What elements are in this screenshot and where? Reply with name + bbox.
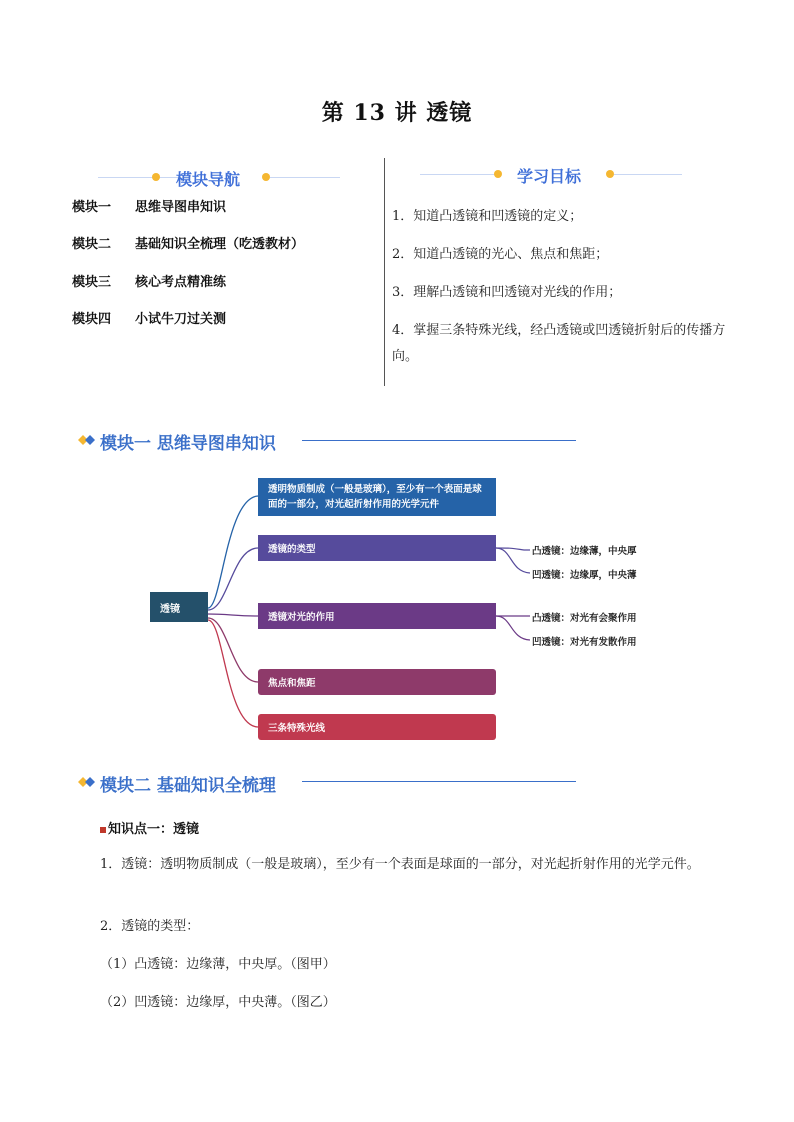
- connector-rays: [208, 620, 258, 727]
- section1-title: 模块一 思维导图串知识: [100, 434, 276, 454]
- nav-item-name: 小试牛刀过关测: [135, 312, 227, 327]
- goals-header-dot-left: [494, 170, 502, 178]
- connector-types: [208, 548, 258, 610]
- page-title: 第 13 讲 透镜: [321, 100, 473, 126]
- column-divider: [384, 158, 385, 386]
- nav-header-line-left: [98, 177, 178, 178]
- connector-concave-effect: [496, 616, 530, 640]
- nav-header-line-right: [270, 177, 340, 178]
- nav-item-1[interactable]: [72, 196, 227, 215]
- mindmap-leaf-concave-effect: 凹透镜：对光有发散作用: [532, 637, 637, 648]
- nav-item-num: 模块四: [72, 312, 112, 327]
- nav-item-3[interactable]: [72, 271, 227, 290]
- goal-item-2: 2．知道凸透镜的光心、焦点和焦距；: [392, 247, 609, 262]
- nav-item-name: 核心考点精准练: [135, 275, 227, 290]
- nav-item-4[interactable]: [72, 308, 227, 327]
- goals-header: 学习目标: [517, 167, 582, 186]
- goals-header-dot-right: [606, 170, 614, 178]
- mindmap-leaf-convex-type: 凸透镜：边缘薄，中央厚: [532, 546, 637, 557]
- goal-item-1: 1．知道凸透镜和凹透镜的定义；: [392, 209, 583, 224]
- paragraph-convex: （1）凸透镜：边缘薄，中央厚。（图甲）: [100, 957, 336, 972]
- nav-item-2[interactable]: [72, 233, 305, 252]
- square-bullet-icon: [100, 827, 106, 833]
- mindmap-root: 透镜: [150, 592, 208, 622]
- nav-header-dot-right: [262, 173, 270, 181]
- nav-item-num: 模块一: [72, 200, 112, 215]
- mindmap-branch-effect: 透镜对光的作用: [258, 603, 496, 629]
- mindmap-branch-focus: 焦点和焦距: [258, 669, 496, 695]
- nav-header-dot-left: [152, 173, 160, 181]
- connector-effect: [208, 614, 258, 616]
- goals-header-line-right: [614, 174, 682, 175]
- goal-item-3: 3．理解凸透镜和凹透镜对光线的作用；: [392, 285, 622, 300]
- nav-item-num: 模块三: [72, 275, 112, 290]
- mindmap-branch-types: 透镜的类型: [258, 535, 496, 561]
- mindmap-branch-definition: 透明物质制成（一般是玻璃），至少有一个表面是球面的一部分，对光起折射作用的光学元件: [258, 478, 496, 516]
- goals-header-line-left: [420, 174, 498, 175]
- diamond-icon: [78, 433, 96, 447]
- nav-item-name: 思维导图串知识: [135, 200, 227, 215]
- paragraph-types: 2．透镜的类型：: [100, 919, 200, 934]
- paragraph-concave: （2）凹透镜：边缘厚，中央薄。（图乙）: [100, 995, 336, 1010]
- nav-header: 模块导航: [176, 170, 241, 189]
- connector-concave-type: [496, 548, 530, 573]
- nav-item-name: 基础知识全梳理（吃透教材）: [135, 237, 305, 252]
- nav-item-num: 模块二: [72, 237, 112, 252]
- mindmap-leaf-convex-effect: 凸透镜：对光有会聚作用: [532, 613, 637, 624]
- goal-item-4: 4．掌握三条特殊光线，经凸透镜或凹透镜折射后的传播方向。: [392, 323, 726, 364]
- knowledge-point-title: [100, 818, 199, 837]
- mindmap-branch-rays: 三条特殊光线: [258, 714, 496, 740]
- section1-rule: [302, 440, 576, 441]
- knowledge-point-label: 知识点一：透镜: [108, 822, 200, 837]
- mindmap-leaf-concave-type: 凹透镜：边缘厚，中央薄: [532, 570, 637, 581]
- section2-rule: [302, 781, 576, 782]
- paragraph-definition: 1．透镜：透明物质制成（一般是玻璃），至少有一个表面是球面的一部分，对光起折射作用的光学元件。: [100, 857, 700, 872]
- diamond-icon: [78, 775, 96, 789]
- connector-definition: [208, 496, 258, 608]
- section2-title: 模块二 基础知识全梳理: [100, 776, 276, 796]
